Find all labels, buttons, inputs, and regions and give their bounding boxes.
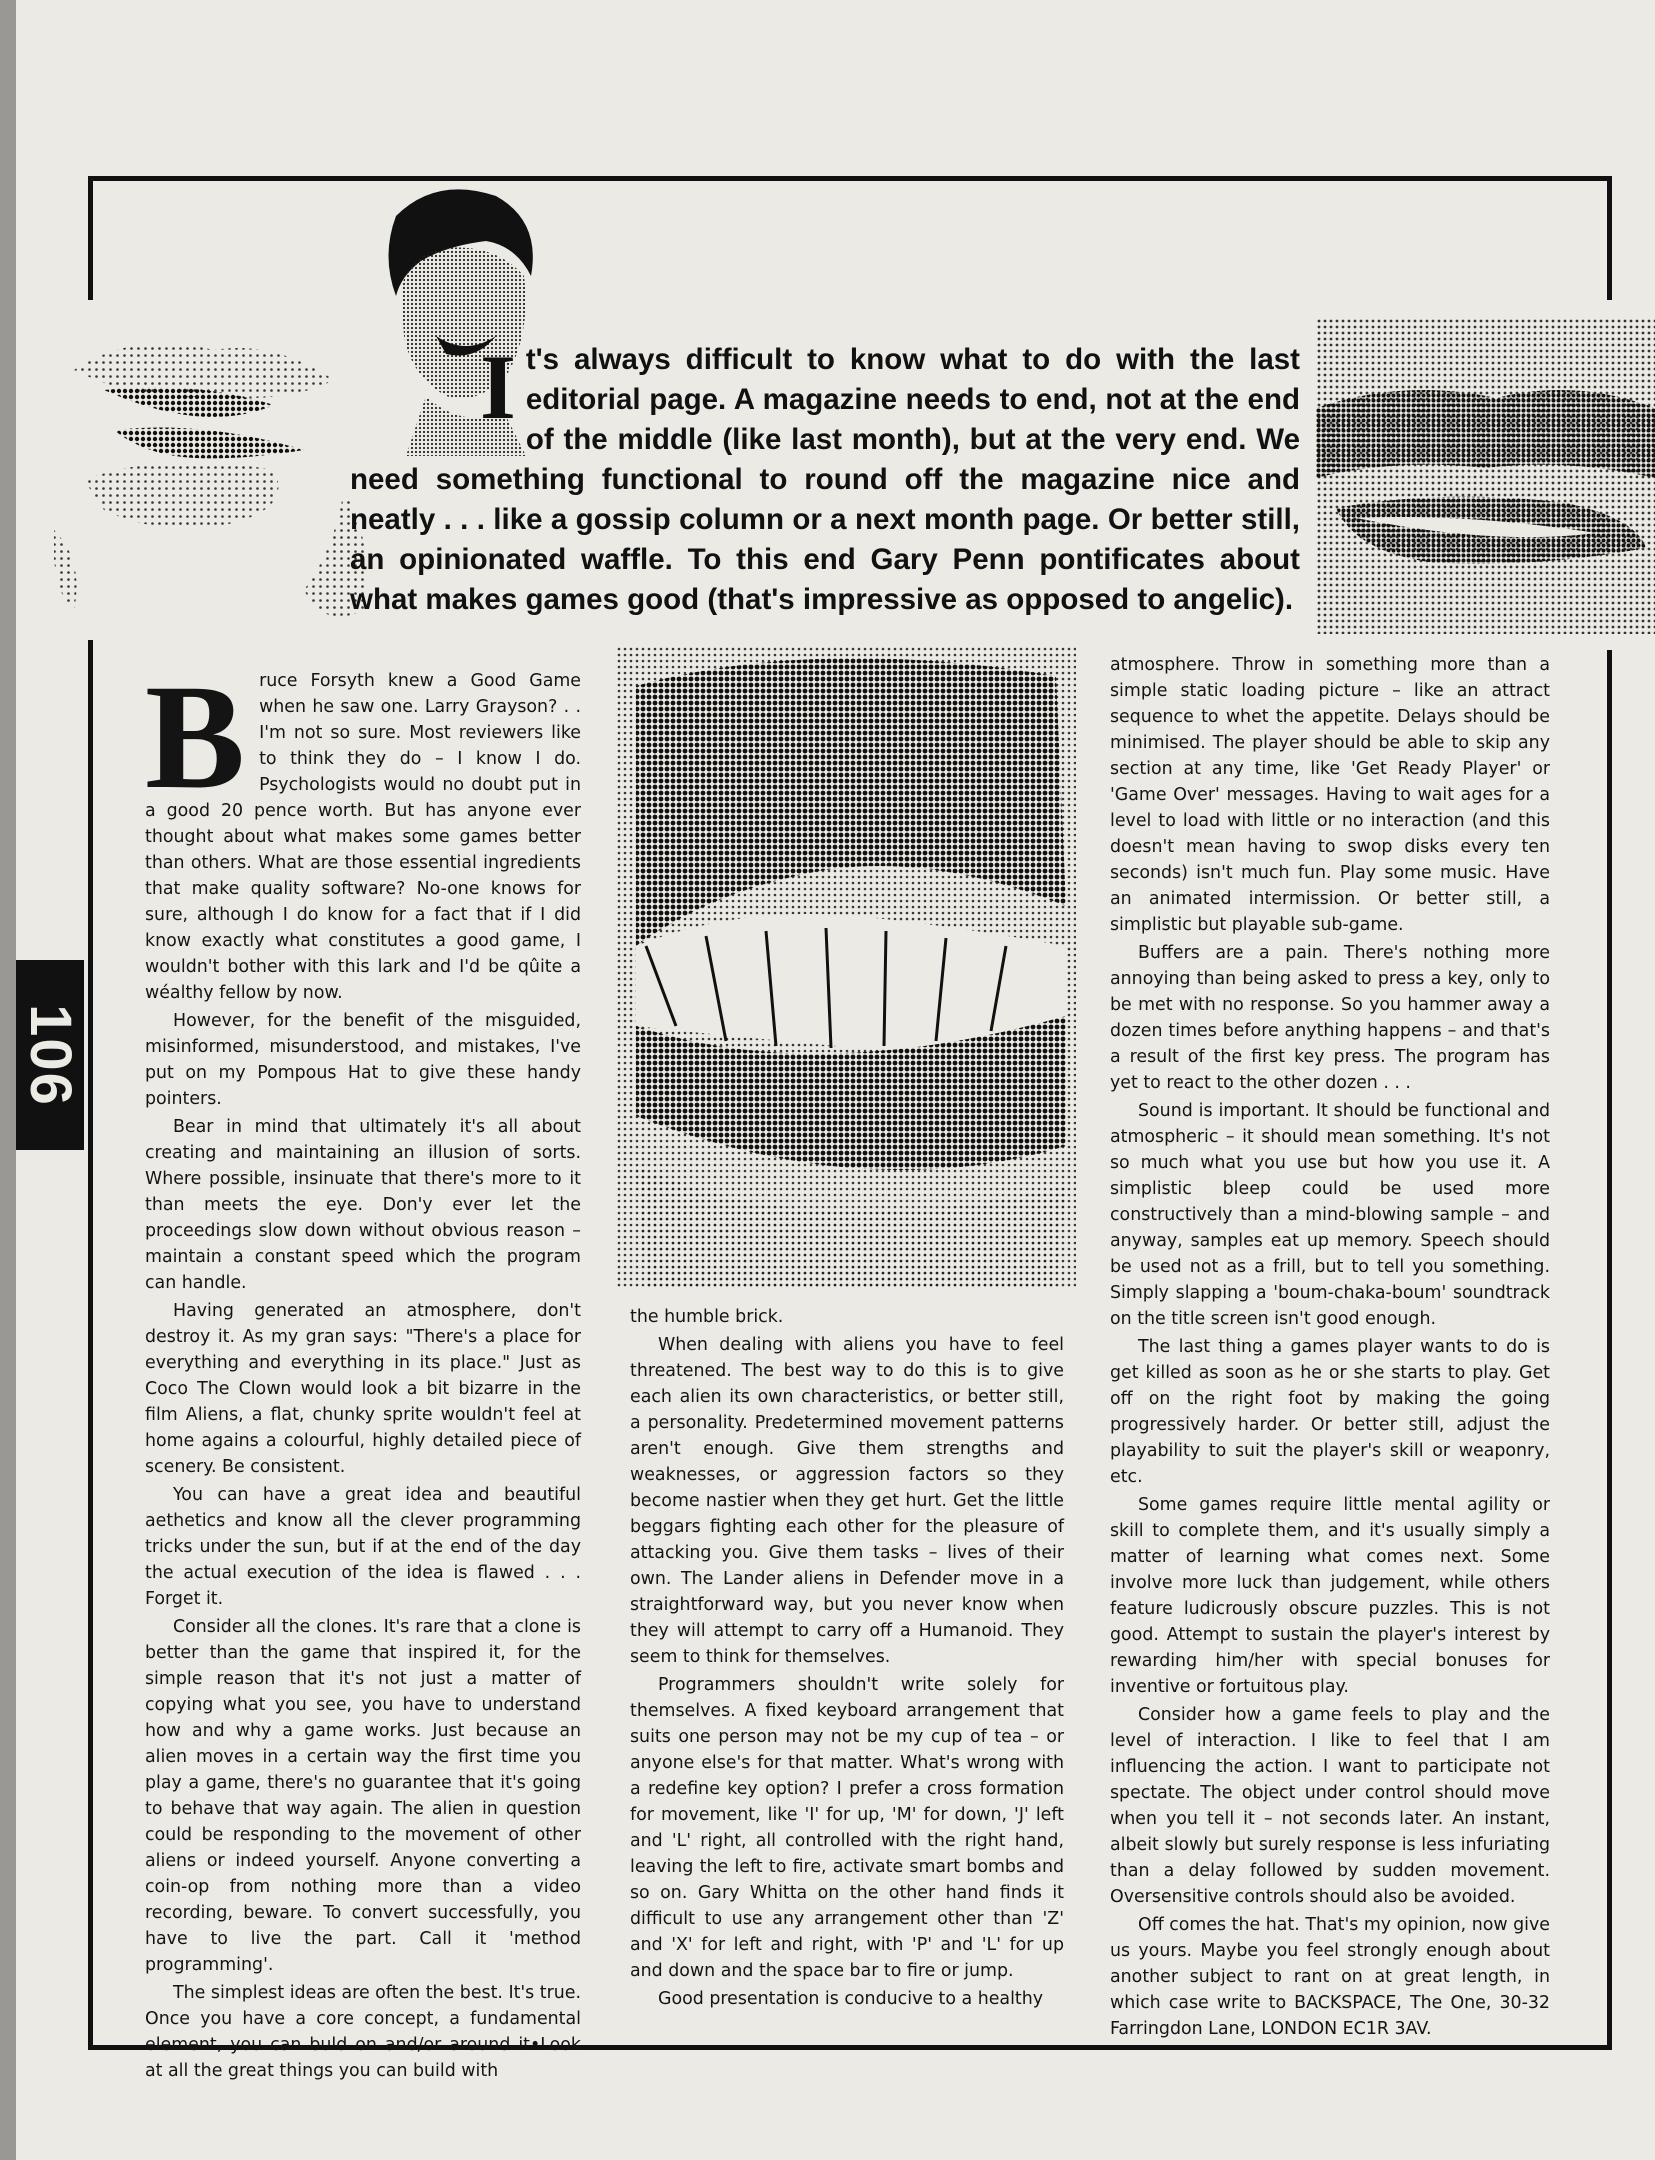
page-number: 106 — [17, 1003, 83, 1107]
column2-paragraph: the humble brick. — [630, 1307, 784, 1327]
column3-paragraph: Some games require little mental agility or skill to complete them, and it's usually simply a matter of learning what comes next. Some involve more luck than judgement, while others feature ludicrously obscure puzzles. This is not good. Attempt to sustain the player's interest by rewarding him/her with special bonuses for inventive or fortuitous play. — [1110, 1495, 1550, 1697]
halftone-mouth-image — [616, 646, 1076, 1288]
article-column-3 — [1110, 652, 1550, 2044]
column2-paragraph: Programmers shouldn't write solely for themselves. A fixed keyboard arrangement that suits one person may not be my cup of tea – or anyone else's for that matter. What's wrong with a redefine key option? I prefer a cross formation for movement, like 'I' for up, 'M' for down, 'J' left and 'L' right, all controlled with the right hand, leaving the left to fire, activate smart bombs and so on. Gary Whitta on the other hand finds it difficult to use any arrangement other than 'Z' and 'X' for left and right, with 'P' and 'L' for up and down and the space bar to fire or jump. — [630, 1675, 1064, 1981]
column1-paragraph: Bear in mind that ultimately it's all about creating and maintaining an illusion of sorts. Where possible, insinuate that there's more to it than meets the eye. Don'y ever let the proceedings slow down without obvious reason – maintain a constant speed which the program can handle. — [145, 1117, 581, 1293]
column1-paragraph: Bruce Forsyth knew a Good Game when he saw one. Larry Grayson? . . I'm not so sure. Most reviewers like to think they do – I know I do. Psychologists would no doubt put in a good 20 pence worth. But has anyone ever thought about what makes some games better than others. What are those essential ingredients that make quality software? No-one knows for sure, although I do know for a fact that if I did know exactly what constitutes a good game, I wouldn't bother with this lark and I'd be qûite a wéalthy fellow by now. — [145, 654, 581, 1003]
intro-drop-cap: I — [480, 336, 516, 438]
column2-paragraph: Good presentation is conducive to a healthy — [658, 1989, 1044, 2009]
intro-standfirst — [350, 336, 1300, 620]
drop-cap-b: B — [145, 654, 246, 820]
page-edge-shadow — [0, 0, 16, 2160]
column3-paragraph: Sound is important. It should be functional and atmospheric – it should mean something. It's not so much what you use but how you use it. A simplistic bleep could be used more constructively than a mind-blowing sample – and anyway, samples eat up memory. Speech should be used not as a frill, but to tell you something. Simply slapping a 'boum-chaka-boum' soundtrack on the title screen isn't good enough. — [1110, 1101, 1550, 1329]
column1-paragraph: The simplest ideas are often the best. It's true. Once you have a core concept, a fundamental element, you can buld on and/or around it•Look at all the great things you can build with — [145, 1983, 581, 2081]
column1-paragraph: However, for the benefit of the misguided, misinformed, misunderstood, and mistakes, I've put on my Pompous Hat to give these handy pointers. — [145, 1011, 581, 1109]
column2-paragraph: When dealing with aliens you have to feel threatened. The best way to do this is to give each alien its own characteristics, or better still, a personality. Predetermined movement patterns aren't enough. Give them strengths and weaknesses, or aggression factors so they become nastier when they get hurt. Get the little beggars fighting each other for the pleasure of attacking you. Give them tasks – lives of their own. The Lander aliens in Defender move in a straightforward way, but you never know when they will attempt to carry off a Humanoid. They seem to think for themselves. — [630, 1335, 1064, 1667]
page-number-tab — [16, 960, 84, 1150]
intro-text: t's always difficult to know what to do with the last editorial page. A magazine needs to end, not at the end of the middle (like last month), but at the very end. We need something functional to round off the magazine nice and neatly . . . like a gossip column or a next month page. Or better still, an opinionated waffle. To this end Gary Penn pontificates about what makes games good (that's impressive as opposed to angelic). — [350, 343, 1300, 616]
column3-paragraph: Consider how a game feels to play and the level of interaction. I like to feel that I am influencing the action. I want to participate not spectate. The object under control should move when you tell it – not seconds later. An instant, albeit slowly but surely response is less infuriating than a delay followed by sudden movement. Oversensitive controls should also be avoided. — [1110, 1705, 1550, 1907]
halftone-lips-left-image — [44, 310, 384, 640]
column3-paragraph: Buffers are a pain. There's nothing more annoying than being asked to press a key, only to be met with no response. So you hammer away a dozen times before anything happens – and that's a result of the first key press. The program has yet to react to the other dozen . . . — [1110, 943, 1550, 1093]
column1-paragraph: Consider all the clones. It's rare that a clone is better than the game that inspired it, for the simple reason that it's not just a matter of copying what you see, you have to understand how and why a game works. Just because an alien moves in a certain way the first time you play a game, there's no guarantee that it's going to behave that way again. The alien in question could be responding to the movement of other aliens or indeed yourself. Anyone converting a coin-op from nothing more than a video recording, beware. To convert successfully, you have to live the part. Call it 'method programming'. — [145, 1617, 581, 1975]
article-column-2 — [630, 1304, 1064, 2014]
column1-paragraph: Having generated an atmosphere, don't destroy it. As my gran says: "There's a place for everything and everything in its place." Just as Coco The Clown would look a bit bizarre in the film Aliens, a flat, chunky sprite wouldn't feel at home agains a colourful, highly detailed piece of scenery. Be consistent. — [145, 1301, 581, 1477]
column3-paragraph: The last thing a games player wants to do is get killed as soon as he or she starts to play. Get off on the right foot by making the going progressively harder. Or better still, adjust the playability to suit the player's skill or weaponry, etc. — [1110, 1337, 1550, 1487]
column3-paragraph: Off comes the hat. That's my opinion, now give us yours. Maybe you feel strongly enough about another subject to rant on at great length, in which case write to BACKSPACE, The One, 30-32 Farringdon Lane, LONDON EC1R 3AV. — [1110, 1915, 1550, 2039]
column3-paragraph: atmosphere. Throw in something more than a simple static loading picture – like an attract sequence to whet the appetite. Delays should be minimised. The player should be able to skip any section at any time, like 'Get Ready Player' or 'Game Over' messages. Having to wait ages for a level to load with little or no interaction (and this doesn't mean having to swop disks every ten seconds) isn't much fun. Play some music. Have an animated intermission. Or better still, a simplistic but playable sub-game. — [1110, 655, 1550, 935]
article-column-1 — [145, 654, 581, 2086]
halftone-lips-right-image — [1316, 318, 1655, 634]
column1-paragraph: You can have a great idea and beautiful aethetics and know all the clever programming tricks under the sun, but if at the end of the day the actual execution of the idea is flawed . . . Forget it. — [145, 1485, 581, 1609]
